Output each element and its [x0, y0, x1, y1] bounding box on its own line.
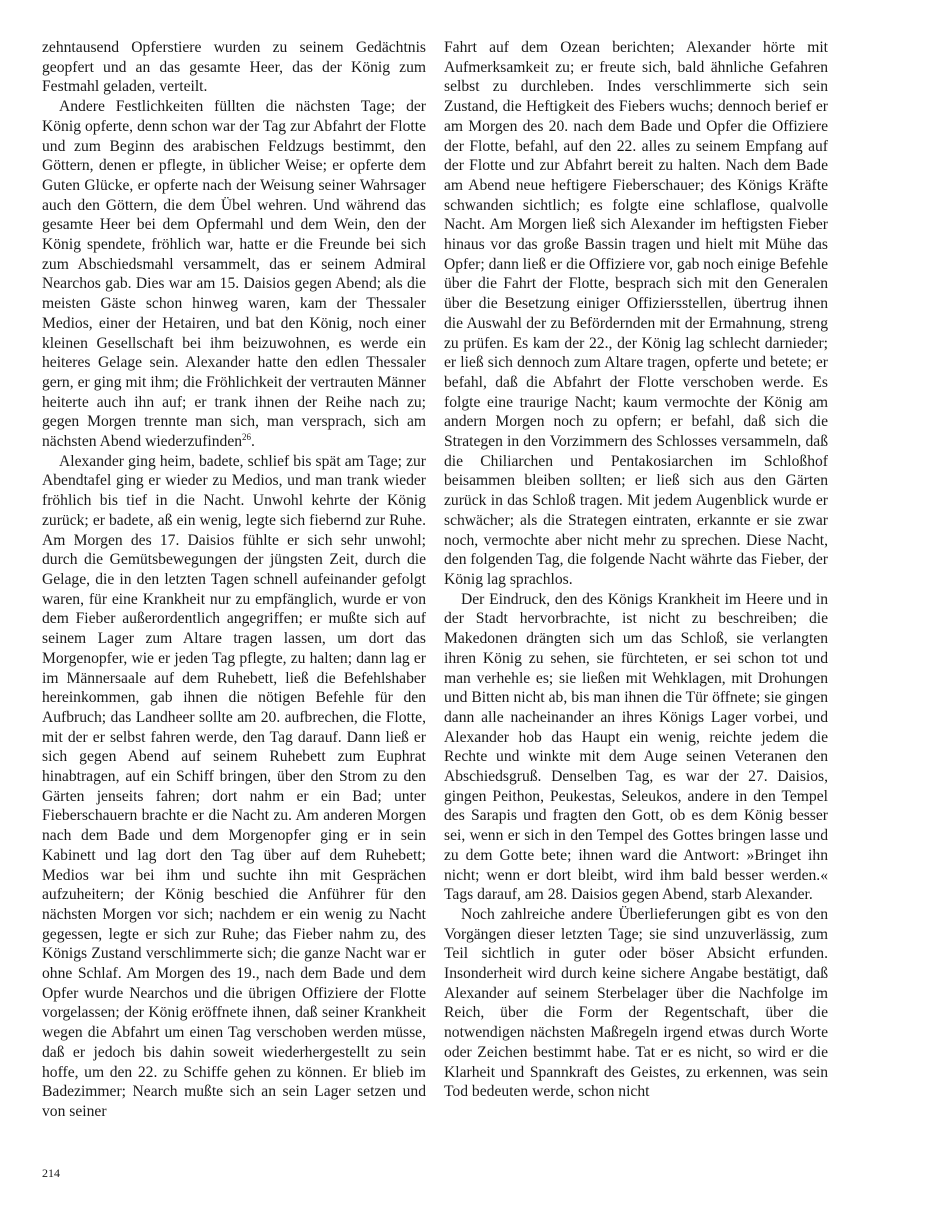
- paragraph: [42, 97, 426, 452]
- paragraph: zehntausend Opferstiere wurden zu seinem Gedächtnis geopfert und an das gesamte Heer, das der König zum Festmahl geladen, verteilt.: [42, 39, 426, 96]
- footnote-marker: 26: [242, 431, 252, 442]
- paragraph: Noch zahlreiche andere Überlieferungen gibt es von den Vorgängen dieser letzten Tage; sie sind unzuverlässig, zum Teil sichtlich in guter oder böser Absicht erfunden. Insonderheit wird durch keine sichere Angabe bestätigt, daß Alexander auf seinem Sterbelager über die Nachfolge im Reich, über die Form der Regentschaft, über die notwendigen nächsten Maßregeln irgend etwas durch Worte oder Zeichen bestimmt habe. Tat er es nicht, so wird er die Klarheit und Spannkraft des Geistes, zu erkennen, was sein Tod bedeuten werde, schon nicht: [444, 905, 828, 1101]
- paragraph: Der Eindruck, den des Königs Krankheit im Heere und in der Stadt hervorbrachte, ist nicht zu beschreiben; die Makedonen drängten sich um das Schloß, sie verlangten ihren König zu sehen, sie fürchteten, er sei schon tot und man verhehle es; sie ließen mit Wehklagen, mit Drohungen und Bitten nicht ab, bis man ihnen die Tür öffnete; sie gingen dann alle nacheinander an ihres Königs Lager vorbei, und Alexander hob das Haupt ein wenig, reichte jedem die Rechte und winkte mit dem Auge seinen Veteranen den Abschiedsgruß. Denselben Tag, es war der 27. Daisios, gingen Peithon, Peukestas, Seleukos, andere in den Tempel des Sarapis und fragten den Gott, ob es dem König besser sei, wenn er sich in den Tempel des Gottes bringen lasse und zu dem Gotte bete; ihnen ward die Antwort: »Bringet ihn nicht; wenn er dort bleibt, wird ihm bald besser werden.« Tags darauf, am 28. Daisios gegen Abend, starb Alexander.: [444, 590, 828, 904]
- left-column: [42, 38, 426, 1122]
- paragraph-end: .: [251, 433, 255, 451]
- paragraph-text: Andere Festlichkeiten füllten die nächsten Tage; der König opferte, denn schon war der Tag zur Abfahrt der Flotte und zum Beginn des arabischen Feldzugs bestimmt, den Göttern, denen er pflegte, in üblicher Weise; er opferte dem Guten Glücke, er opferte nach der Weisung seiner Wahrsager auch den Göttern, die dem Übel wehren. Und während das gesamte Heer bei dem Opfermahl und dem Wein, den der König spendete, fröhlich war, hatte er die Freunde bei sich zum Abschiedsmahl versammelt, das er seinem Admiral Nearchos gab. Dies war am 15. Daisios gegen Abend; als die meisten Gäste schon hinweg waren, kam der Thessaler Medios, einer der Hetairen, und bat den König, noch einer kleinen Gesellschaft bei ihm beizuwohnen, es werde ein heiteres Gelage sein. Alexander hatte den edlen Thessaler gern, er ging mit ihm; die Fröhlichkeit der vertrauten Männer heiterte auch ihn auf; er trank ihnen der Reihe nach zu; gegen Morgen trennte man sich, man versprach, sich am nächsten Abend wiederzufinden: [42, 98, 426, 451]
- right-column: [444, 38, 828, 1102]
- paragraph: Alexander ging heim, badete, schlief bis spät am Tage; zur Abendtafel ging er wieder zu Medios, und man trank wieder fröhlich bis tief in die Nacht. Unwohl kehrte der König zurück; er badete, aß ein wenig, legte sich fiebernd zur Ruhe. Am Morgen des 17. Daisios fühlte er sich sehr unwohl; durch die Gemütsbewegungen der jüngsten Zeit, durch die Gelage, die in den letzten Tagen schnell aufeinander gefolgt waren, für eine Krankheit nur zu empfänglich, wurde er von dem Fieber außerordentlich angegriffen; er mußte sich auf seinem Lager zum Altare tragen lassen, um dort das Morgenopfer, wie er jeden Tag pflegte, zu halten; dann lag er im Männersaale auf dem Ruhebett, ließ die Befehlshaber hereinkommen, gab ihnen die nötigen Befehle für den Aufbruch; das Landheer sollte am 20. aufbrechen, die Flotte, mit der er selbst fahren werde, den Tag darauf. Dann ließ er sich gegen Abend auf seinem Ruhebett zum Euphrat hinabtragen, auf ein Schiff bringen, über den Strom zu den Gärten jenseits fahren; dort nahm er ein Bad; unter Fieberschauern brachte er die Nacht zu. Am anderen Morgen nach dem Bade und dem Morgenopfer ging er in sein Kabinett und lag dort den Tag über auf dem Ruhebett; Medios war bei ihm und suchte ihn mit Gesprächen aufzuheitern; der König beschied die Anführer für den nächsten Morgen vor sich; nachdem er ein wenig zu Nacht gegessen, legte er sich zur Ruhe; das Fieber nahm zu, des Königs Zustand verschlimmerte sich; die ganze Nacht war er ohne Schlaf. Am Morgen des 19., nach dem Bade und dem Opfer wurde Nearchos und die übrigen Offiziere der Flotte vorgelassen; der König eröffnete ihnen, daß seiner Krankheit wegen die Abfahrt um einen Tag verschoben werden müsse, daß er jedoch bis dahin soweit wiederhergestellt zu sein hoffe, um den 22. zu Schiffe gehen zu können. Er blieb im Badezimmer; Nearch mußte sich an sein Lager setzen und von seiner: [42, 452, 426, 1120]
- page-number: 214: [42, 1166, 60, 1180]
- paragraph: Fahrt auf dem Ozean berichten; Alexander hörte mit Aufmerksamkeit zu; er freute sich, bald ähnliche Gefahren selbst zu durchleben. Indes verschlimmerte sich sein Zustand, die Heftigkeit des Fiebers wuchs; dennoch berief er am Morgen des 20. nach dem Bade und Opfer die Offiziere der Flotte, befahl, auf den 22. alles zu seinem Empfang auf der Flotte und zur Abfahrt bereit zu halten. Nach dem Bade am Abend neue heftigere Fieberschauer; des Königs Kräfte schwanden sichtlich; es folgte eine schlaflose, qualvolle Nacht. Am Morgen ließ sich Alexander im heftigsten Fieber hinaus vor das große Bassin tragen und hielt mit Mühe das Opfer; dann ließ er die Offiziere vor, gab noch einige Befehle über die Fahrt der Flotte, besprach sich mit den Generalen über die Besetzung einiger Offiziersstellen, übertrug ihnen die Auswahl der zu Befördernden mit der Ermahnung, streng zu prüfen. Es kam der 22., der König lag schlecht darnieder; er ließ sich dennoch zum Altare tragen, opferte und betete; er befahl, daß die Abfahrt der Flotte verschoben werde. Es folgte eine traurige Nacht; kaum vermochte der König am andern Morgen noch zu opfern; er befahl, daß sich die Strategen in den Vorzimmern des Schlosses versammeln, daß die Chiliarchen und Pentakosiarchen im Schloßhof beisammen bleiben sollten; er ließ sich aus den Gärten zurück in das Schloß tragen. Mit jedem Augenblick wurde er schwächer; als die Strategen eintraten, erkannte er sie zwar noch, vermochte aber nicht mehr zu sprechen. Diese Nacht, den folgenden Tag, die folgende Nacht währte das Fieber, der König lag sprachlos.: [444, 39, 829, 588]
